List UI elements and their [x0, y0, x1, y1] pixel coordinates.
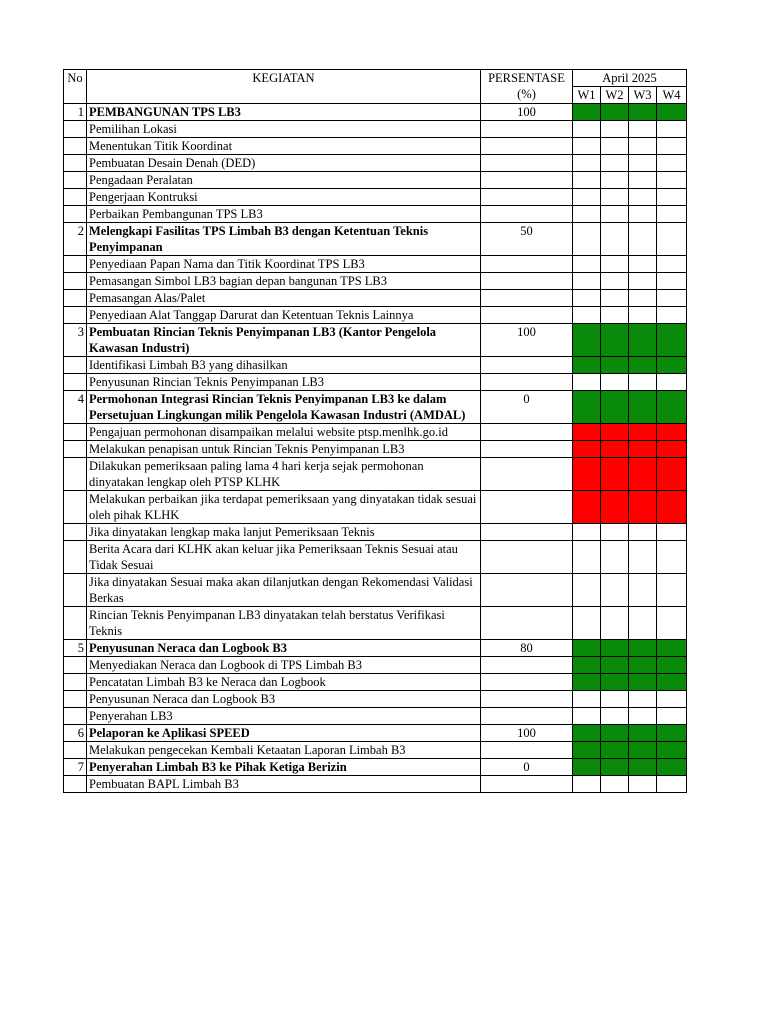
subactivity-row — [64, 691, 687, 708]
week-1-status-cell — [573, 742, 601, 759]
row-number — [64, 441, 87, 458]
activity-text: Melakukan perbaikan jika terdapat pemeriksaan yang dinyatakan tidak sesuai oleh pihak KLHK — [87, 491, 481, 524]
week-2-status-cell — [601, 324, 629, 357]
week-3-status-cell — [629, 290, 657, 307]
week-4-status-cell — [657, 357, 687, 374]
table-body — [64, 104, 687, 793]
week-4-status-cell — [657, 574, 687, 607]
week-1-status-cell — [573, 121, 601, 138]
week-4-status-cell — [657, 607, 687, 640]
percentage-cell — [481, 290, 573, 307]
activity-text: Pengerjaan Kontruksi — [87, 189, 481, 206]
week-3-status-cell — [629, 357, 657, 374]
row-number — [64, 574, 87, 607]
row-number: 2 — [64, 223, 87, 256]
week-3-status-cell — [629, 674, 657, 691]
row-number — [64, 742, 87, 759]
activity-text: Jika dinyatakan lengkap maka lanjut Pemeriksaan Teknis — [87, 524, 481, 541]
week-1-status-cell — [573, 189, 601, 206]
activity-text: Pencatatan Limbah B3 ke Neraca dan Logbook — [87, 674, 481, 691]
percentage-cell — [481, 206, 573, 223]
header-persentase: PERSENTASE (%) — [481, 70, 573, 104]
activity-text: Pembuatan Rincian Teknis Penyimpanan LB3 (Kantor Pengelola Kawasan Industri) — [87, 324, 481, 357]
activity-row — [64, 104, 687, 121]
week-4-status-cell — [657, 155, 687, 172]
week-4-status-cell — [657, 674, 687, 691]
percentage-cell — [481, 121, 573, 138]
week-2-status-cell — [601, 307, 629, 324]
week-3-status-cell — [629, 541, 657, 574]
week-3-status-cell — [629, 121, 657, 138]
week-1-status-cell — [573, 524, 601, 541]
subactivity-row — [64, 607, 687, 640]
subactivity-row — [64, 189, 687, 206]
activity-row — [64, 324, 687, 357]
activity-text: Penyerahan Limbah B3 ke Pihak Ketiga Berizin — [87, 759, 481, 776]
week-4-status-cell — [657, 441, 687, 458]
week-2-status-cell — [601, 391, 629, 424]
activity-text: Pemilihan Lokasi — [87, 121, 481, 138]
week-2-status-cell — [601, 121, 629, 138]
week-4-status-cell — [657, 256, 687, 273]
row-number — [64, 256, 87, 273]
activity-text: Pelaporan ke Aplikasi SPEED — [87, 725, 481, 742]
week-1-status-cell — [573, 290, 601, 307]
week-3-status-cell — [629, 691, 657, 708]
row-number — [64, 424, 87, 441]
week-3-status-cell — [629, 307, 657, 324]
week-3-status-cell — [629, 441, 657, 458]
subactivity-row — [64, 657, 687, 674]
subactivity-row — [64, 491, 687, 524]
week-4-status-cell — [657, 691, 687, 708]
percentage-cell: 0 — [481, 759, 573, 776]
row-number — [64, 607, 87, 640]
percentage-cell: 50 — [481, 223, 573, 256]
activity-text: Pembuatan Desain Denah (DED) — [87, 155, 481, 172]
week-3-status-cell — [629, 172, 657, 189]
percentage-cell — [481, 138, 573, 155]
row-number — [64, 491, 87, 524]
week-3-status-cell — [629, 759, 657, 776]
week-1-status-cell — [573, 391, 601, 424]
week-3-status-cell — [629, 742, 657, 759]
week-4-status-cell — [657, 290, 687, 307]
percentage-cell — [481, 708, 573, 725]
activity-text: Penyerahan LB3 — [87, 708, 481, 725]
percentage-cell: 80 — [481, 640, 573, 657]
week-1-status-cell — [573, 324, 601, 357]
activity-text: Rincian Teknis Penyimpanan LB3 dinyatakan telah berstatus Verifikasi Teknis — [87, 607, 481, 640]
week-4-status-cell — [657, 458, 687, 491]
subactivity-row — [64, 424, 687, 441]
subactivity-row — [64, 121, 687, 138]
week-2-status-cell — [601, 155, 629, 172]
activity-row — [64, 640, 687, 657]
week-3-status-cell — [629, 374, 657, 391]
week-1-status-cell — [573, 424, 601, 441]
percentage-cell — [481, 155, 573, 172]
percentage-cell — [481, 691, 573, 708]
week-1-status-cell — [573, 307, 601, 324]
percentage-cell — [481, 491, 573, 524]
week-1-status-cell — [573, 607, 601, 640]
activity-text: Penyusunan Rincian Teknis Penyimpanan LB3 — [87, 374, 481, 391]
activity-text: Dilakukan pemeriksaan paling lama 4 hari kerja sejak permohonan dinyatakan lengkap oleh PTSP KLHK — [87, 458, 481, 491]
week-4-status-cell — [657, 657, 687, 674]
week-2-status-cell — [601, 725, 629, 742]
row-number — [64, 121, 87, 138]
week-1-status-cell — [573, 640, 601, 657]
week-2-status-cell — [601, 206, 629, 223]
week-1-status-cell — [573, 458, 601, 491]
activity-text: Penyusunan Neraca dan Logbook B3 — [87, 691, 481, 708]
week-3-status-cell — [629, 657, 657, 674]
week-3-status-cell — [629, 640, 657, 657]
week-1-status-cell — [573, 725, 601, 742]
week-2-status-cell — [601, 172, 629, 189]
week-2-status-cell — [601, 189, 629, 206]
week-2-status-cell — [601, 424, 629, 441]
week-4-status-cell — [657, 138, 687, 155]
percentage-cell — [481, 458, 573, 491]
header-week-4: W4 — [657, 87, 687, 104]
activity-text: Pemasangan Alas/Palet — [87, 290, 481, 307]
row-number — [64, 206, 87, 223]
activity-text: Pengajuan permohonan disampaikan melalui website ptsp.menlhk.go.id — [87, 424, 481, 441]
week-1-status-cell — [573, 256, 601, 273]
percentage-cell: 100 — [481, 104, 573, 121]
week-3-status-cell — [629, 574, 657, 607]
row-number — [64, 307, 87, 324]
percentage-cell — [481, 256, 573, 273]
week-2-status-cell — [601, 138, 629, 155]
row-number — [64, 189, 87, 206]
row-number — [64, 524, 87, 541]
week-4-status-cell — [657, 273, 687, 290]
row-number — [64, 374, 87, 391]
percentage-cell: 100 — [481, 324, 573, 357]
subactivity-row — [64, 172, 687, 189]
subactivity-row — [64, 524, 687, 541]
week-1-status-cell — [573, 691, 601, 708]
percentage-cell — [481, 776, 573, 793]
week-1-status-cell — [573, 491, 601, 524]
header-week-3: W3 — [629, 87, 657, 104]
week-3-status-cell — [629, 223, 657, 256]
activity-text: Berita Acara dari KLHK akan keluar jika Pemeriksaan Teknis Sesuai atau Tidak Sesuai — [87, 541, 481, 574]
week-1-status-cell — [573, 273, 601, 290]
row-number — [64, 776, 87, 793]
week-3-status-cell — [629, 708, 657, 725]
activity-text: Identifikasi Limbah B3 yang dihasilkan — [87, 357, 481, 374]
row-number — [64, 290, 87, 307]
week-2-status-cell — [601, 657, 629, 674]
week-4-status-cell — [657, 374, 687, 391]
week-4-status-cell — [657, 725, 687, 742]
percentage-cell — [481, 742, 573, 759]
week-3-status-cell — [629, 324, 657, 357]
week-2-status-cell — [601, 256, 629, 273]
percentage-cell — [481, 189, 573, 206]
header-no: No — [64, 70, 87, 104]
week-2-status-cell — [601, 290, 629, 307]
header-week-1: W1 — [573, 87, 601, 104]
activity-row — [64, 759, 687, 776]
activity-text: Melakukan pengecekan Kembali Ketaatan Laporan Limbah B3 — [87, 742, 481, 759]
week-4-status-cell — [657, 524, 687, 541]
week-1-status-cell — [573, 657, 601, 674]
row-number — [64, 155, 87, 172]
row-number — [64, 657, 87, 674]
row-number — [64, 138, 87, 155]
week-4-status-cell — [657, 104, 687, 121]
activity-text: Pemasangan Simbol LB3 bagian depan bangunan TPS LB3 — [87, 273, 481, 290]
activity-text: Perbaikan Pembangunan TPS LB3 — [87, 206, 481, 223]
week-3-status-cell — [629, 607, 657, 640]
week-2-status-cell — [601, 742, 629, 759]
activity-text: Menentukan Titik Koordinat — [87, 138, 481, 155]
week-2-status-cell — [601, 441, 629, 458]
subactivity-row — [64, 256, 687, 273]
activity-text: Penyediaan Alat Tanggap Darurat dan Ketentuan Teknis Lainnya — [87, 307, 481, 324]
subactivity-row — [64, 441, 687, 458]
week-2-status-cell — [601, 708, 629, 725]
percentage-cell — [481, 674, 573, 691]
row-number: 1 — [64, 104, 87, 121]
header-week-2: W2 — [601, 87, 629, 104]
row-number — [64, 172, 87, 189]
activity-text: Pengadaan Peralatan — [87, 172, 481, 189]
week-1-status-cell — [573, 374, 601, 391]
percentage-cell — [481, 541, 573, 574]
week-4-status-cell — [657, 424, 687, 441]
week-3-status-cell — [629, 138, 657, 155]
week-1-status-cell — [573, 708, 601, 725]
subactivity-row — [64, 708, 687, 725]
week-2-status-cell — [601, 374, 629, 391]
percentage-cell: 0 — [481, 391, 573, 424]
subactivity-row — [64, 742, 687, 759]
row-number: 3 — [64, 324, 87, 357]
subactivity-row — [64, 273, 687, 290]
week-2-status-cell — [601, 491, 629, 524]
week-4-status-cell — [657, 172, 687, 189]
subactivity-row — [64, 357, 687, 374]
subactivity-row — [64, 674, 687, 691]
subactivity-row — [64, 138, 687, 155]
week-4-status-cell — [657, 541, 687, 574]
row-number — [64, 691, 87, 708]
row-number: 7 — [64, 759, 87, 776]
week-2-status-cell — [601, 759, 629, 776]
row-number — [64, 357, 87, 374]
subactivity-row — [64, 776, 687, 793]
week-3-status-cell — [629, 491, 657, 524]
activity-row — [64, 391, 687, 424]
week-3-status-cell — [629, 155, 657, 172]
subactivity-row — [64, 155, 687, 172]
week-3-status-cell — [629, 206, 657, 223]
week-2-status-cell — [601, 223, 629, 256]
percentage-cell — [481, 172, 573, 189]
week-2-status-cell — [601, 273, 629, 290]
week-2-status-cell — [601, 776, 629, 793]
activity-text: Penyusunan Neraca dan Logbook B3 — [87, 640, 481, 657]
week-4-status-cell — [657, 121, 687, 138]
week-2-status-cell — [601, 524, 629, 541]
week-4-status-cell — [657, 640, 687, 657]
activity-text: Permohonan Integrasi Rincian Teknis Penyimpanan LB3 ke dalam Persetujuan Lingkungan milik Pengelola Kawasan Industri (AMDAL) — [87, 391, 481, 424]
week-2-status-cell — [601, 691, 629, 708]
week-1-status-cell — [573, 155, 601, 172]
week-1-status-cell — [573, 776, 601, 793]
percentage-cell — [481, 441, 573, 458]
activity-text: Jika dinyatakan Sesuai maka akan dilanjutkan dengan Rekomendasi Validasi Berkas — [87, 574, 481, 607]
subactivity-row — [64, 290, 687, 307]
week-4-status-cell — [657, 708, 687, 725]
week-1-status-cell — [573, 357, 601, 374]
header-kegiatan: KEGIATAN — [87, 70, 481, 104]
subactivity-row — [64, 458, 687, 491]
activity-text: Penyediaan Papan Nama dan Titik Koordinat TPS LB3 — [87, 256, 481, 273]
week-2-status-cell — [601, 674, 629, 691]
week-1-status-cell — [573, 674, 601, 691]
row-number — [64, 458, 87, 491]
percentage-cell — [481, 607, 573, 640]
week-3-status-cell — [629, 424, 657, 441]
percentage-cell — [481, 374, 573, 391]
row-number — [64, 273, 87, 290]
activity-text: Menyediakan Neraca dan Logbook di TPS Limbah B3 — [87, 657, 481, 674]
subactivity-row — [64, 574, 687, 607]
percentage-cell: 100 — [481, 725, 573, 742]
week-2-status-cell — [601, 458, 629, 491]
percentage-cell — [481, 273, 573, 290]
activity-text: PEMBANGUNAN TPS LB3 — [87, 104, 481, 121]
week-4-status-cell — [657, 189, 687, 206]
week-3-status-cell — [629, 391, 657, 424]
percentage-cell — [481, 657, 573, 674]
activity-text: Pembuatan BAPL Limbah B3 — [87, 776, 481, 793]
week-1-status-cell — [573, 574, 601, 607]
week-1-status-cell — [573, 541, 601, 574]
schedule-table — [63, 69, 687, 793]
week-1-status-cell — [573, 172, 601, 189]
week-3-status-cell — [629, 273, 657, 290]
table-header — [64, 70, 687, 104]
week-2-status-cell — [601, 607, 629, 640]
percentage-cell — [481, 307, 573, 324]
row-number — [64, 541, 87, 574]
row-number: 4 — [64, 391, 87, 424]
activity-text: Melakukan penapisan untuk Rincian Teknis Penyimpanan LB3 — [87, 441, 481, 458]
week-4-status-cell — [657, 223, 687, 256]
week-2-status-cell — [601, 640, 629, 657]
week-3-status-cell — [629, 725, 657, 742]
subactivity-row — [64, 374, 687, 391]
row-number — [64, 708, 87, 725]
week-4-status-cell — [657, 759, 687, 776]
percentage-cell — [481, 424, 573, 441]
week-4-status-cell — [657, 742, 687, 759]
week-2-status-cell — [601, 104, 629, 121]
subactivity-row — [64, 206, 687, 223]
percentage-cell — [481, 357, 573, 374]
week-3-status-cell — [629, 104, 657, 121]
week-4-status-cell — [657, 391, 687, 424]
week-1-status-cell — [573, 206, 601, 223]
week-4-status-cell — [657, 491, 687, 524]
week-3-status-cell — [629, 776, 657, 793]
week-4-status-cell — [657, 776, 687, 793]
activity-text: Melengkapi Fasilitas TPS Limbah B3 dengan Ketentuan Teknis Penyimpanan — [87, 223, 481, 256]
week-3-status-cell — [629, 189, 657, 206]
week-1-status-cell — [573, 441, 601, 458]
week-2-status-cell — [601, 574, 629, 607]
row-number: 5 — [64, 640, 87, 657]
subactivity-row — [64, 307, 687, 324]
week-1-status-cell — [573, 104, 601, 121]
row-number: 6 — [64, 725, 87, 742]
week-4-status-cell — [657, 307, 687, 324]
week-2-status-cell — [601, 541, 629, 574]
week-3-status-cell — [629, 458, 657, 491]
percentage-cell — [481, 574, 573, 607]
activity-row — [64, 223, 687, 256]
week-4-status-cell — [657, 206, 687, 223]
week-1-status-cell — [573, 138, 601, 155]
header-month: April 2025 — [573, 70, 687, 87]
week-1-status-cell — [573, 223, 601, 256]
activity-row — [64, 725, 687, 742]
subactivity-row — [64, 541, 687, 574]
week-2-status-cell — [601, 357, 629, 374]
week-1-status-cell — [573, 759, 601, 776]
week-3-status-cell — [629, 256, 657, 273]
percentage-cell — [481, 524, 573, 541]
week-3-status-cell — [629, 524, 657, 541]
row-number — [64, 674, 87, 691]
week-4-status-cell — [657, 324, 687, 357]
